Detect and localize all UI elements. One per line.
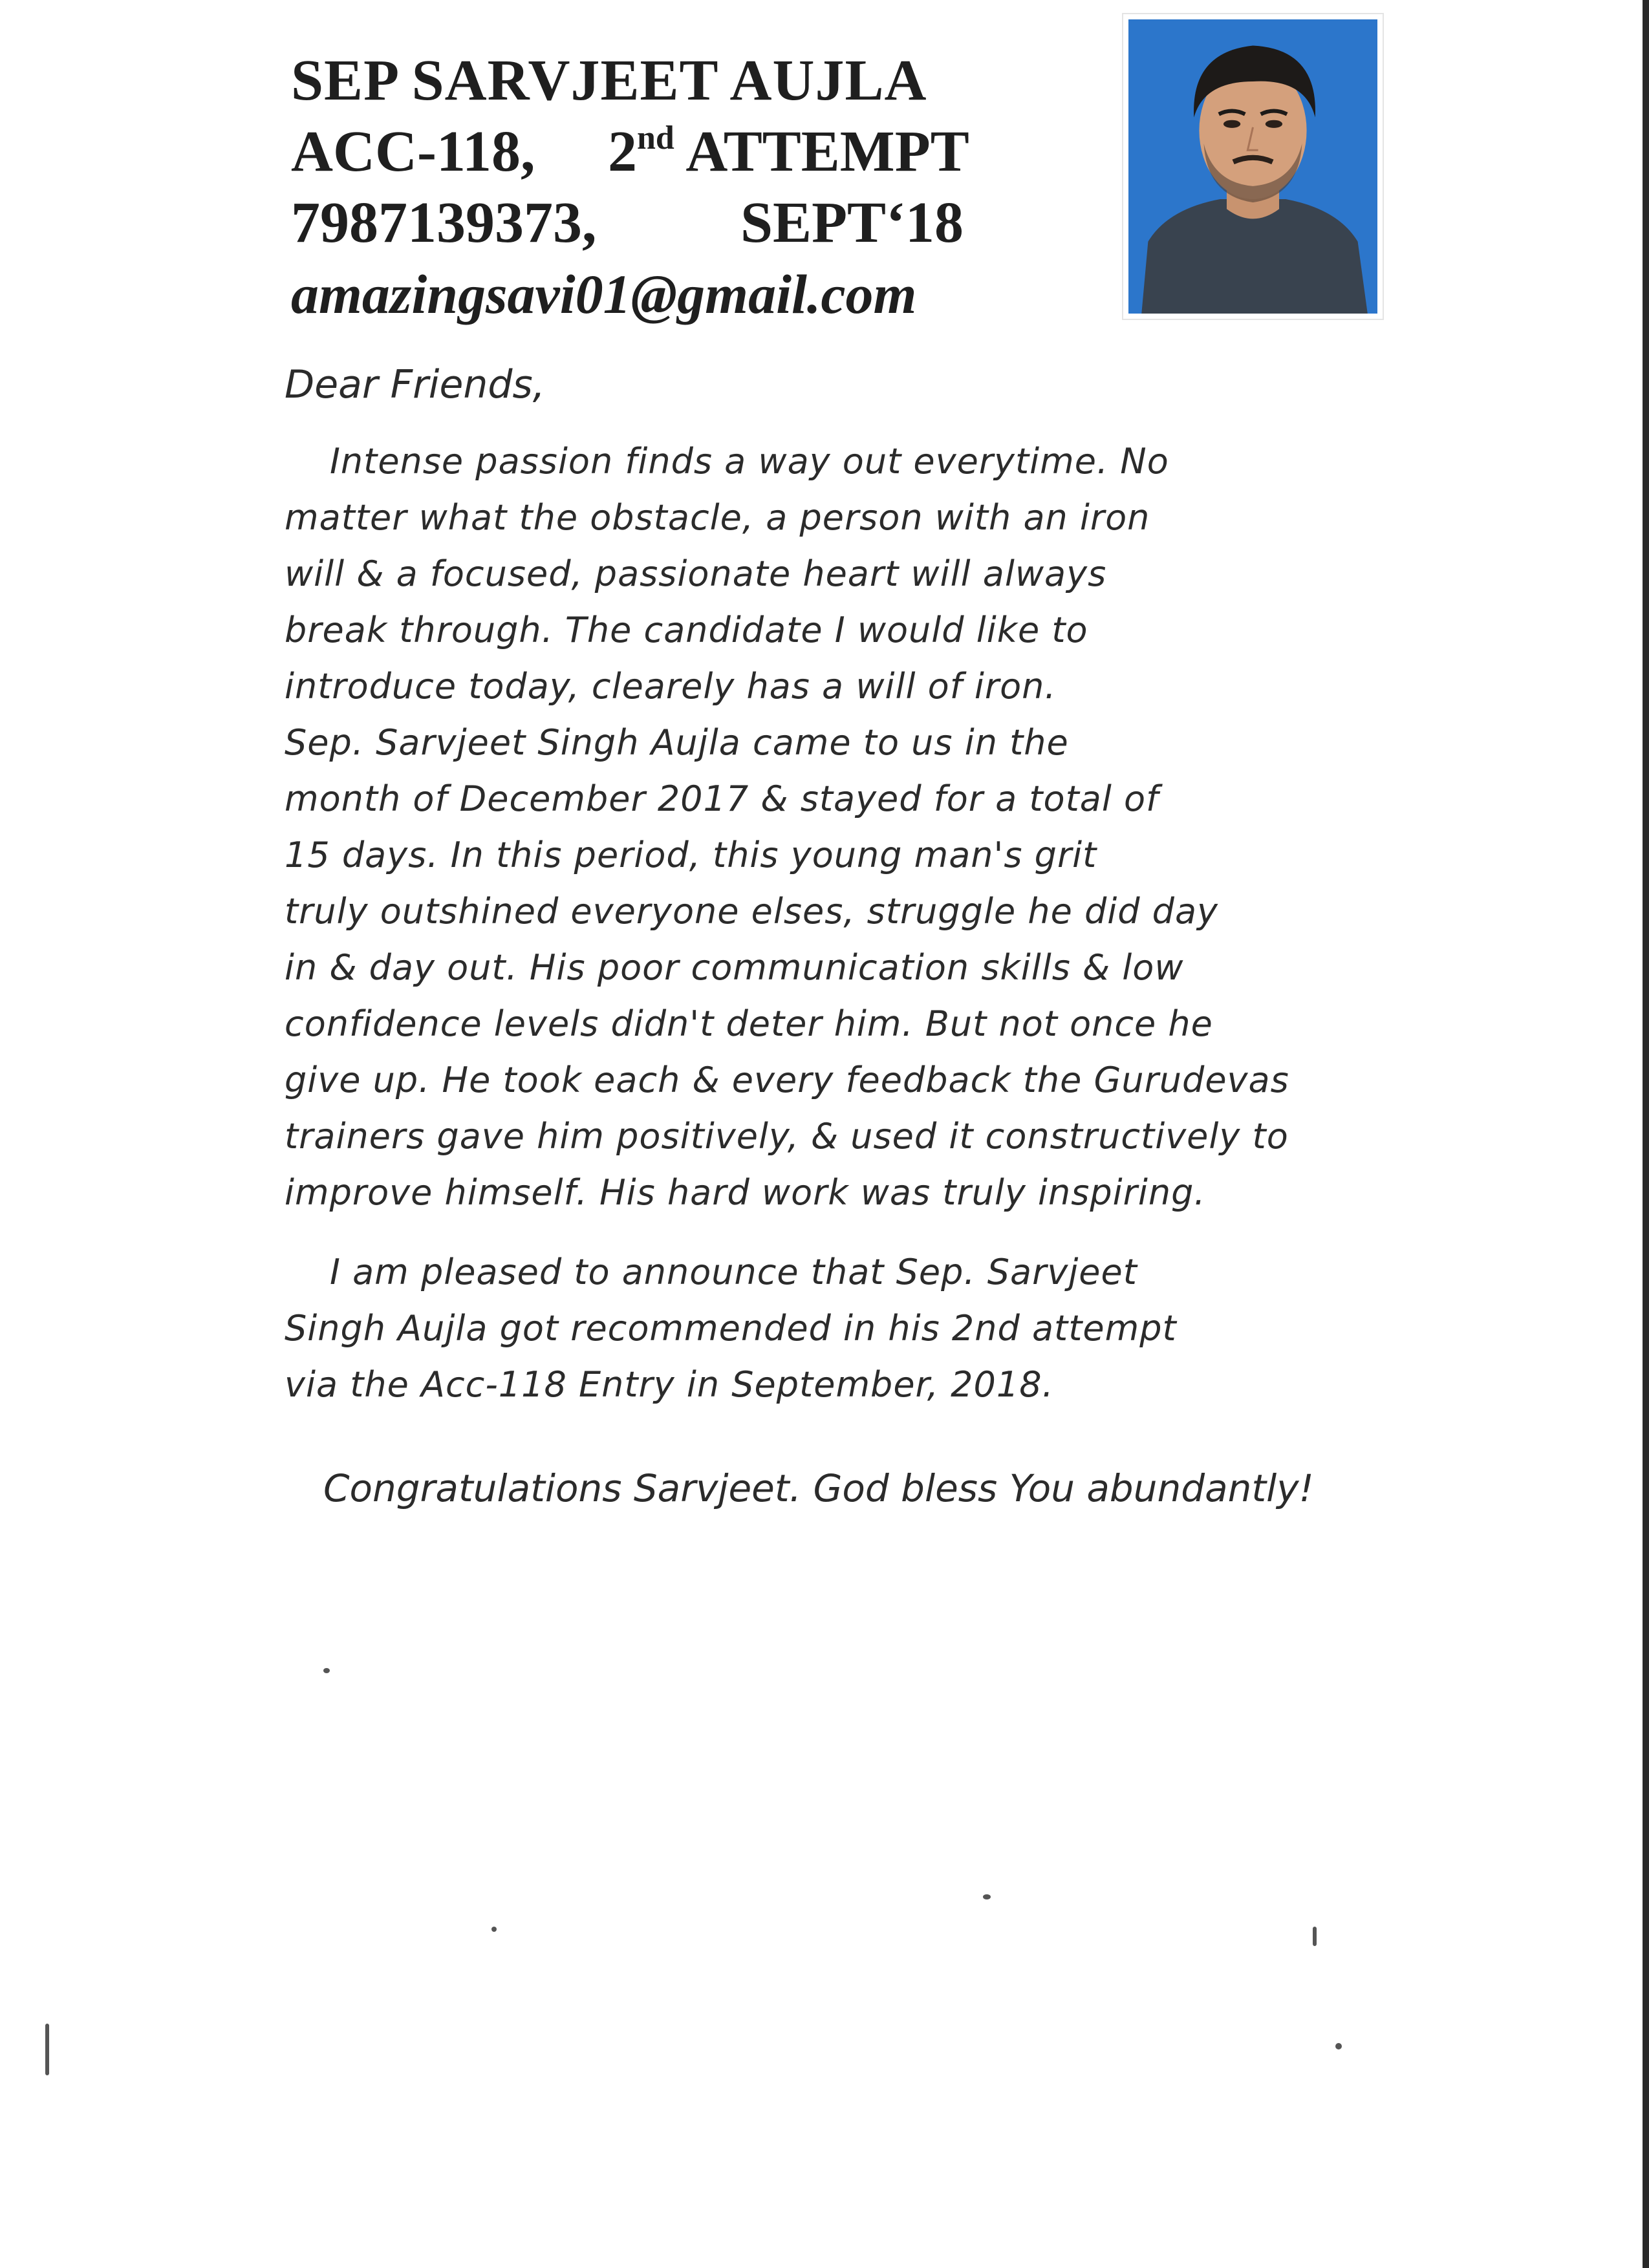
attempt-ordinal: nd [637, 120, 674, 156]
scan-speck [1313, 1927, 1317, 1946]
portrait-image [1128, 19, 1377, 314]
paragraph-line: Intense passion finds a way out everytime. No [330, 441, 1169, 482]
entry-line [291, 116, 1106, 187]
paragraph-line: truly outshined everyone elses, struggle he did day [285, 891, 1219, 932]
attempt-month: SEPT‘18 [740, 191, 964, 255]
candidate-name: SEP SARVJEET AUJLA [291, 48, 927, 112]
paragraph-line: trainers gave him positively, & used it constructively to [285, 1116, 1289, 1157]
email-address: amazingsavi01@gmail.com [291, 263, 917, 325]
paragraph-line: matter what the obstacle, a person with an iron [285, 497, 1150, 538]
scan-speck [45, 2024, 49, 2075]
paragraph-intro [285, 433, 1397, 714]
paragraph-line: Singh Aujla got recommended in his 2nd attempt [285, 1308, 1177, 1349]
entry-code: ACC-118, [291, 120, 535, 184]
paragraph-line: confidence levels didn't deter him. But not once he [285, 1003, 1213, 1044]
scan-edge [1643, 0, 1649, 2268]
paragraph-line: Sep. Sarvjeet Singh Aujla came to us in the [285, 722, 1069, 763]
paragraph-line: I am pleased to announce that Sep. Sarvjeet [330, 1252, 1137, 1292]
scan-speck [1335, 2043, 1342, 2049]
candidate-photo [1122, 13, 1384, 320]
paragraph-line: break through. The candidate I would like to [285, 610, 1088, 650]
paragraph-line: in & day out. His poor communication skills & low [285, 947, 1184, 988]
paragraph-story [285, 714, 1397, 1221]
scan-speck [491, 1927, 497, 1932]
contact-line [291, 187, 1106, 259]
paragraph-line: introduce today, clearely has a will of iron. [285, 666, 1057, 707]
attempt-number: 2 [608, 120, 637, 184]
phone-number: 7987139373, [291, 191, 597, 255]
paragraph-line: month of December 2017 & stayed for a total of [285, 778, 1159, 819]
paragraph-line: improve himself. His hard work was truly inspiring. [285, 1172, 1206, 1213]
paragraph-line: via the Acc-118 Entry in September, 2018. [285, 1364, 1054, 1405]
scan-speck [323, 1668, 330, 1673]
attempt-label [608, 116, 969, 187]
letter-body [285, 349, 1397, 1517]
paragraph-line: give up. He took each & every feedback the Gurudevas [285, 1060, 1289, 1100]
closing-line: Congratulations Sarvjeet. God bless You abundantly! [323, 1466, 1314, 1510]
paragraph-announcement [285, 1244, 1397, 1413]
salutation: Dear Friends, [285, 362, 545, 407]
attempt-word: ATTEMPT [685, 120, 969, 184]
paragraph-line: will & a focused, passionate heart will always [285, 553, 1107, 594]
paragraph-line: 15 days. In this period, this young man's grit [285, 835, 1097, 875]
scan-speck [983, 1894, 991, 1899]
candidate-header [291, 45, 1106, 330]
